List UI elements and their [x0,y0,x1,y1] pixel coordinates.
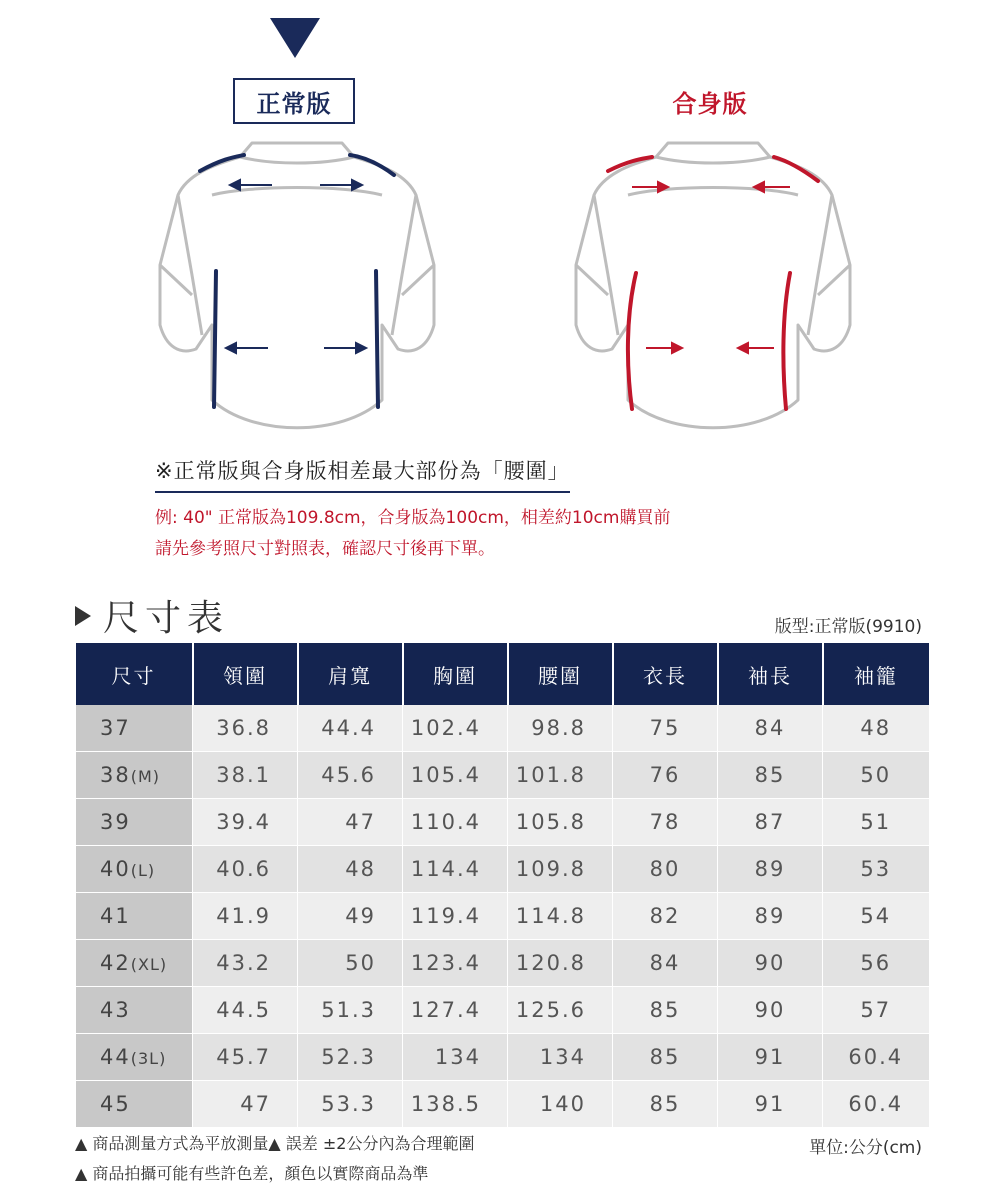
measurement-cell: 49 [298,893,403,940]
shirt-right-sleeve-seam [392,195,416,335]
shirt-left-sleeve-seam [594,195,618,335]
measurement-cell: 39.4 [193,799,298,846]
measurement-cell: 114.4 [403,846,508,893]
regular-right-side-line [376,271,378,407]
measurement-cell: 85 [613,1034,718,1081]
size-letter: (M) [130,767,161,786]
size-chart-table [75,643,929,1128]
shirt-left-sleeve-seam [178,195,202,335]
color-note: ▲ 商品拍攝可能有些許色差，顏色以實際商品為準 [75,1164,429,1183]
measurement-cell: 50 [298,940,403,987]
size-number: 40 [100,857,131,881]
fit-difference-note-body [155,503,670,565]
shirt-collar [240,143,354,163]
size-cell [76,846,193,893]
measurement-cell: 44.5 [193,987,298,1034]
slim-left-side-line [628,273,636,409]
measurement-cell: 45.6 [298,752,403,799]
measurement-cell: 134 [403,1034,508,1081]
slim-fit-shirt-illustration [568,135,858,445]
measurement-cell: 54 [823,893,929,940]
measurement-cell: 56 [823,940,929,987]
measurement-cell: 47 [298,799,403,846]
measurement-cell: 87 [718,799,823,846]
regular-fit-label: 正常版 [233,78,355,124]
measurement-cell: 47 [193,1081,298,1128]
measurement-cell: 80 [613,846,718,893]
size-number: 45 [100,1092,131,1116]
size-cell [76,1081,193,1128]
measurement-cell: 91 [718,1034,823,1081]
shirt-collar [656,143,770,163]
measurement-cell: 89 [718,893,823,940]
table-row [76,846,929,893]
table-row [76,705,929,752]
size-cell [76,987,193,1034]
shirt-left-cuff [576,265,608,295]
measurement-cell: 44.4 [298,705,403,752]
measurement-cell: 45.7 [193,1034,298,1081]
measurement-cell: 60.4 [823,1081,929,1128]
measurement-cell: 52.3 [298,1034,403,1081]
selected-fit-marker [270,18,320,58]
size-number: 37 [100,716,131,740]
measurement-cell: 90 [718,987,823,1034]
note-line-1: 例: 40" 正常版為109.8cm，合身版為100cm，相差約10cm購買前 [155,508,671,528]
measurement-cell: 38.1 [193,752,298,799]
measurement-cell: 75 [613,705,718,752]
measurement-cell: 127.4 [403,987,508,1034]
size-chart-title: 尺寸表 [103,598,230,639]
shirt-outline [160,157,434,428]
play-triangle-icon [75,606,91,626]
measurement-cell: 90 [718,940,823,987]
column-header: 袖長 [718,643,823,705]
table-header-row [76,643,929,705]
measurement-cell: 78 [613,799,718,846]
measurement-cell: 53.3 [298,1081,403,1128]
shirt-right-cuff [818,265,850,295]
size-cell [76,940,193,987]
regular-right-shoulder-line [350,155,394,175]
note-line-2: 請先參考照尺寸對照表，確認尺寸後再下單。 [155,539,495,559]
measurement-cell: 50 [823,752,929,799]
measurement-note: ▲ 商品測量方式為平放測量▲ 誤差 ±2公分內為合理範圍 [75,1134,475,1153]
slim-fit-label: 合身版 [672,88,748,118]
fit-difference-note-title: ※正常版與合身版相差最大部份為「腰圍」 [155,455,570,493]
shirt-outline [576,157,850,428]
measurement-cell: 101.8 [508,752,613,799]
measurement-cell: 84 [613,940,718,987]
measurement-cell: 119.4 [403,893,508,940]
measurement-cell: 57 [823,987,929,1034]
shirt-left-cuff [160,265,192,295]
measurement-cell: 98.8 [508,705,613,752]
size-letter: (XL) [130,955,168,974]
column-header: 腰圍 [508,643,613,705]
table-row [76,940,929,987]
measurement-cell: 48 [298,846,403,893]
column-header: 袖籠 [823,643,929,705]
column-header: 衣長 [613,643,718,705]
measurement-cell: 91 [718,1081,823,1128]
slim-left-shoulder-line [608,157,652,171]
size-chart-heading [75,590,229,641]
measurement-cell: 60.4 [823,1034,929,1081]
measurement-cell: 85 [613,987,718,1034]
measurement-cell: 140 [508,1081,613,1128]
size-cell [76,799,193,846]
measurement-cell: 110.4 [403,799,508,846]
column-header: 領圍 [193,643,298,705]
slim-right-shoulder-line [774,157,818,181]
table-row [76,799,929,846]
shirt-right-cuff [402,265,434,295]
measurement-cell: 53 [823,846,929,893]
size-cell [76,752,193,799]
size-cell [76,705,193,752]
measurement-cell: 85 [613,1081,718,1128]
measurement-cell: 51.3 [298,987,403,1034]
measurement-cell: 82 [613,893,718,940]
size-number: 41 [100,904,131,928]
measurement-cell: 120.8 [508,940,613,987]
measurement-cell: 102.4 [403,705,508,752]
column-header: 尺寸 [76,643,193,705]
measurement-cell: 85 [718,752,823,799]
measurement-cell: 43.2 [193,940,298,987]
measurement-cell: 134 [508,1034,613,1081]
measurement-cell: 123.4 [403,940,508,987]
regular-left-side-line [214,271,216,407]
column-header: 胸圍 [403,643,508,705]
table-row [76,1081,929,1128]
unit-label: 單位:公分(cm) [809,1138,922,1158]
measurement-cell: 76 [613,752,718,799]
measurement-cell: 138.5 [403,1081,508,1128]
shirt-yoke [628,188,798,196]
style-code-label: 版型:正常版(9910) [774,617,922,637]
size-letter: (L) [130,861,156,880]
size-number: 38 [100,763,131,787]
table-row [76,1034,929,1081]
size-number: 43 [100,998,131,1022]
measurement-cell: 36.8 [193,705,298,752]
measurement-cell: 105.8 [508,799,613,846]
measurement-cell: 51 [823,799,929,846]
column-header: 肩寬 [298,643,403,705]
size-number: 44 [100,1045,131,1069]
measurement-cell: 114.8 [508,893,613,940]
size-number: 39 [100,810,131,834]
measurement-cell: 105.4 [403,752,508,799]
measurement-cell: 125.6 [508,987,613,1034]
size-letter: (3L) [130,1049,167,1068]
measurement-cell: 84 [718,705,823,752]
size-number: 42 [100,951,131,975]
table-row [76,987,929,1034]
measurement-cell: 89 [718,846,823,893]
measurement-cell: 48 [823,705,929,752]
table-row [76,752,929,799]
size-cell [76,1034,193,1081]
size-cell [76,893,193,940]
slim-right-side-line [783,273,790,409]
shirt-right-sleeve-seam [808,195,832,335]
table-row [76,893,929,940]
measurement-cell: 41.9 [193,893,298,940]
measurement-cell: 109.8 [508,846,613,893]
regular-fit-shirt-illustration [152,135,442,445]
measurement-cell: 40.6 [193,846,298,893]
